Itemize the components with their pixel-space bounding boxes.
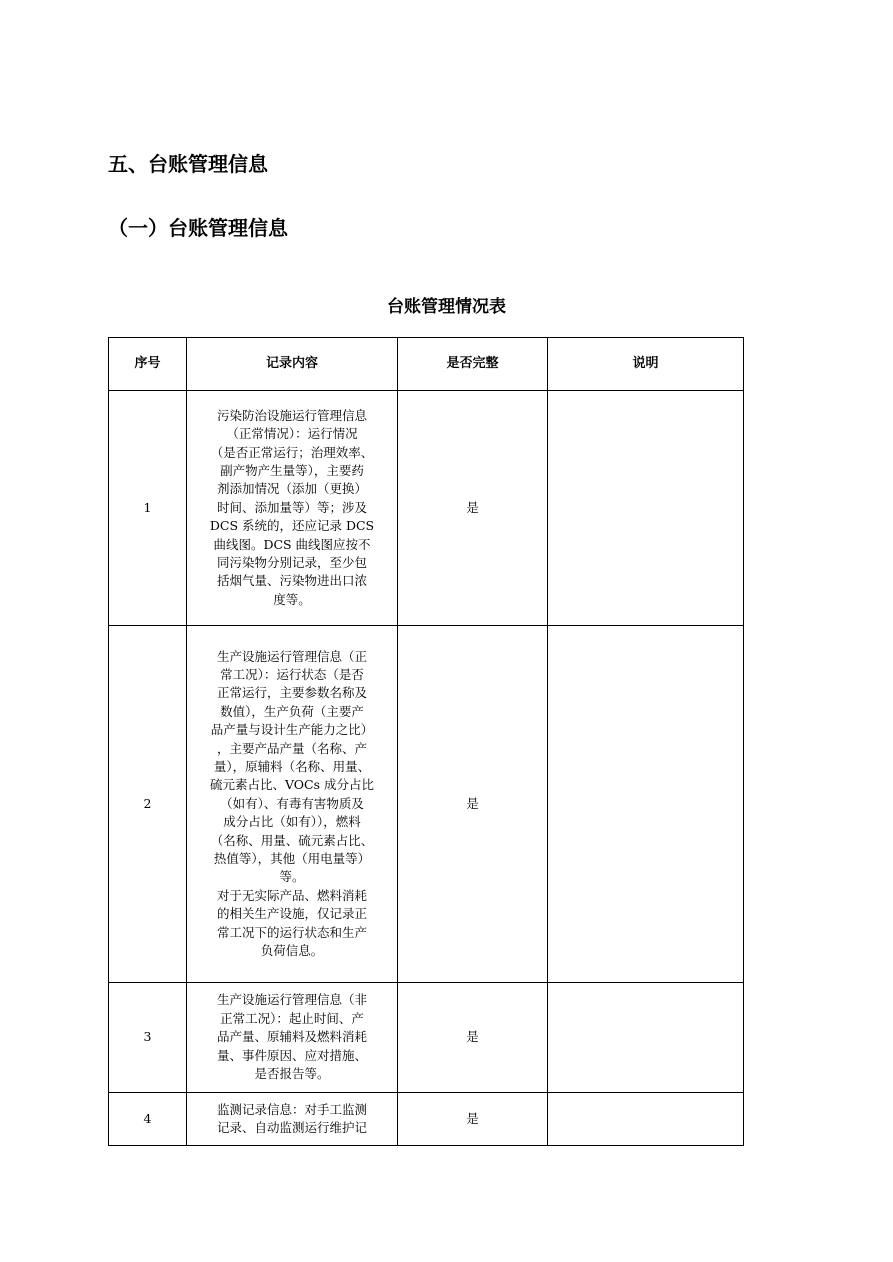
content-line: 同污染物分别记录，至少包	[216, 555, 367, 571]
content-line: 生产设施运行管理信息（正	[216, 648, 367, 664]
table-row	[109, 1093, 744, 1146]
content-line: 曲线图。DCS 曲线图应按不	[213, 536, 371, 552]
cell-complete: 是	[398, 626, 548, 983]
content-line: 常工况下的运行状态和生产	[216, 924, 367, 940]
header-complete: 是否完整	[398, 338, 548, 391]
cell-no: 1	[109, 391, 187, 626]
content-line: 正常运行，主要参数名称及	[216, 685, 367, 701]
cell-content	[187, 391, 398, 626]
content-line: 记录、自动监测运行维护记	[216, 1120, 367, 1135]
content-line: 等。	[279, 869, 305, 885]
content-line: 量、事件原因、应对措施、	[216, 1047, 367, 1063]
cell-complete: 是	[398, 391, 548, 626]
content-line: 量），原辅料（名称、用量、	[213, 758, 371, 774]
content-line: 热值等），其他（用电量等）	[213, 851, 371, 867]
content-line: 硫元素占比、VOCs 成分占比	[209, 777, 374, 793]
content-line: 的相关生产设施，仅记录正	[216, 906, 367, 922]
content-line: DCS 系统的，还应记录 DCS	[209, 518, 375, 534]
content-line: 时间、添加量等）等；涉及	[216, 499, 367, 515]
ledger-table	[108, 337, 744, 1146]
content-line: 监测记录信息：对手工监测	[216, 1101, 367, 1117]
table-caption: 台账管理情况表	[387, 297, 506, 317]
content-line: 常工况）：运行状态（是否	[220, 666, 364, 682]
table-row	[109, 626, 744, 983]
content-line: 污染防治设施运行管理信息	[216, 407, 367, 423]
cell-no: 2	[109, 626, 187, 983]
table-row	[109, 391, 744, 626]
header-no: 序号	[109, 338, 187, 391]
cell-no: 3	[109, 983, 187, 1093]
content-line: 数值），生产负荷（主要产	[220, 703, 364, 719]
content-line: （名称、用量、硫元素占比、	[210, 832, 374, 848]
cell-note	[548, 626, 744, 983]
content-line: （如有）、有毒有害物质及	[220, 795, 364, 811]
cell-complete: 是	[398, 1093, 548, 1146]
table-header-row	[109, 338, 744, 391]
content-line: 度等。	[273, 591, 311, 607]
content-line: 括烟气量、污染物进出口浓	[216, 573, 367, 589]
cell-note	[548, 983, 744, 1093]
cell-content	[187, 1093, 398, 1146]
cell-complete: 是	[398, 983, 548, 1093]
content-line: （正常情况）：运行情况	[226, 426, 358, 442]
cell-note	[548, 391, 744, 626]
content-line: 成分占比（如有）），燃料	[223, 814, 361, 830]
cell-note	[548, 1093, 744, 1146]
subsection-heading: （一）台账管理信息	[108, 216, 288, 240]
table-row	[109, 983, 744, 1093]
content-line: 品产量、原辅料及燃料消耗	[216, 1029, 367, 1045]
header-content: 记录内容	[187, 338, 398, 391]
cell-content	[187, 983, 398, 1093]
section-heading: 五、台账管理信息	[108, 152, 268, 176]
cell-no: 4	[109, 1093, 187, 1146]
content-line: 是否报告等。	[254, 1066, 330, 1082]
header-note: 说明	[548, 338, 744, 391]
content-line: 负荷信息。	[260, 943, 324, 959]
content-line: ，主要产品产量（名称、产	[216, 740, 367, 756]
content-line: 对于无实际产品、燃料消耗	[216, 887, 367, 903]
content-line: 生产设施运行管理信息（非	[216, 992, 367, 1008]
content-line: 副产物产生量等），主要药	[220, 462, 364, 478]
content-line: （是否正常运行；治理效率、	[210, 444, 374, 460]
content-line: 剂添加情况（添加（更换）	[216, 481, 367, 497]
cell-content	[187, 626, 398, 983]
content-line: 正常工况）：起止时间、产	[220, 1010, 364, 1026]
content-line: 品产量与设计生产能力之比）	[210, 722, 374, 738]
